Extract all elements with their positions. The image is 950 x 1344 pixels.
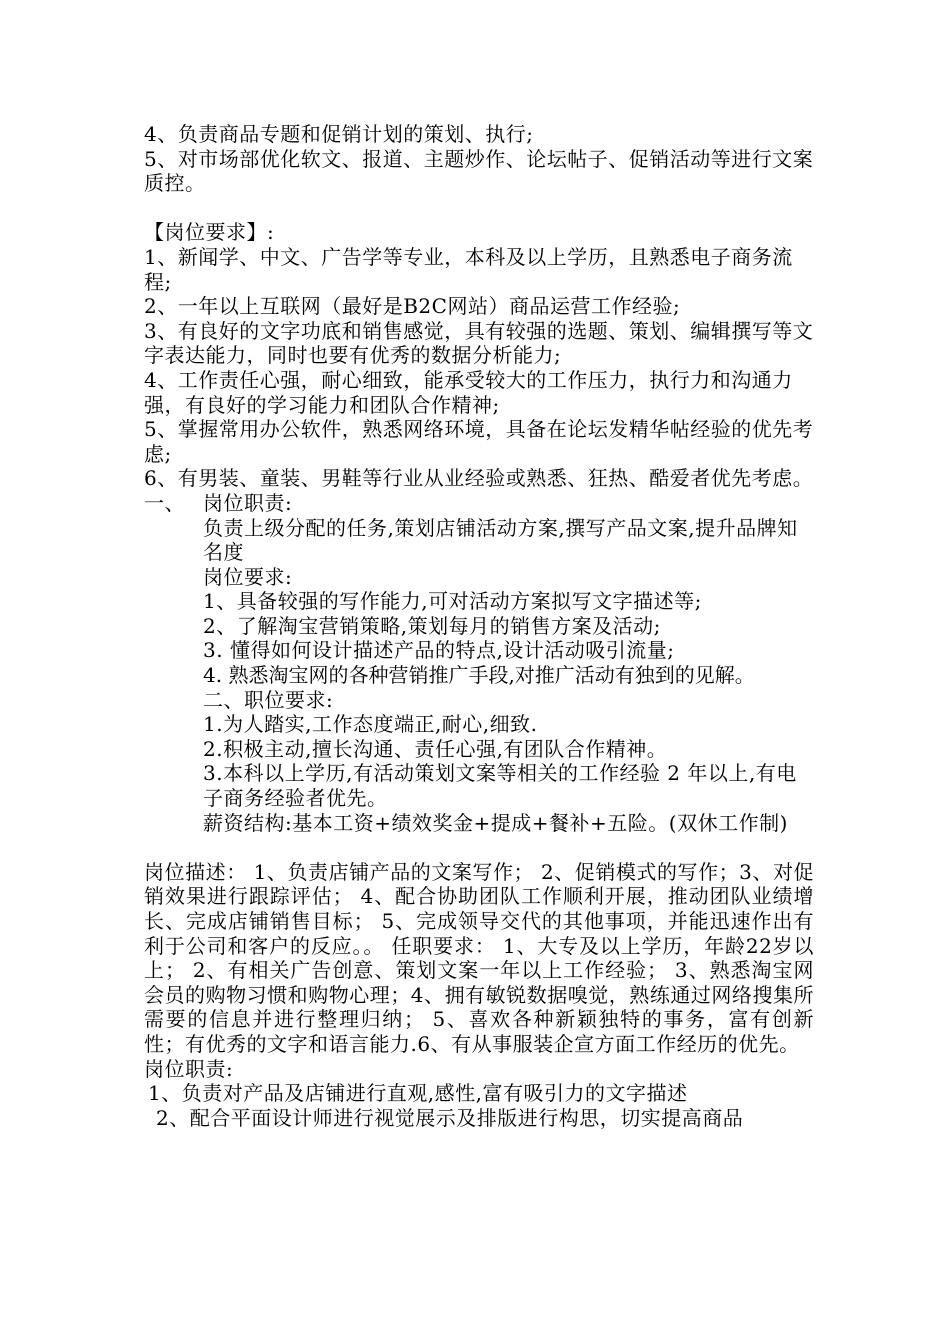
requirement-item-2: 2、一年以上互联网（最好是B2C网站）商品运营工作经验; (144, 294, 681, 319)
requirement-item-6: 6、有男装、童装、男鞋等行业从业经验或熟悉、狂热、酷爱者优先考虑。 (144, 466, 814, 491)
requirements-heading: 【岗位要求】: (144, 220, 275, 245)
section-one-req-heading: 岗位要求: (203, 564, 293, 589)
requirement-item-5: 5、掌握常用办公软件，熟悉网络环境，具备在论坛发精华帖经验的优先考虑; (144, 417, 814, 466)
section-one-req-3: 3. 懂得如何设计描述产品的特点,设计活动吸引流量; (203, 638, 675, 663)
requirement-item-4: 4、工作责任心强，耐心细致，能承受较大的工作压力，执行力和沟通力强，有良好的学习能力和团队合作精神; (144, 367, 793, 417)
document-body (144, 122, 814, 1130)
blank-line (144, 835, 814, 860)
section-two-item-1: 1.为人踏实,工作态度端正,耐心,细致. (203, 712, 538, 737)
section-one-number: 一、 (144, 490, 185, 515)
requirement-item-3: 3、有良好的文字功底和销售感觉，具有较强的选题、策划、编辑撰写等文字表达能力，同时也要有优秀的数据分析能力; (144, 318, 814, 368)
intro-line-5: 5、对市场部优化软文、报道、主题炒作、论坛帖子、促销活动等进行文案质控。 (144, 146, 814, 196)
duty-item-2: 2、配合平面设计师进行视觉展示及排版进行构思，切实提高商品 (156, 1105, 744, 1130)
job-description-paragraph: 岗位描述： 1、负责店铺产品的文案写作； 2、促销模式的写作；3、对促销效果进行跟踪评估； 4、配合协助团队工作顺利开展，推动团队业绩增长、完成店铺销售目标； 5、完成领导交代的其他事项，并能迅速作出有利于公司和客户的反应。。 任职要求： 1、大专及以上学历，年龄22岁以上； 2、有相关广告创意、策划文案一年以上工作经验； 3、熟悉淘宝网会员的购物习惯和购物心理；4、拥有敏锐数据嗅觉，熟练通过网络搜集所需要的信息并进行整理归纳； 5、喜欢各种新颖独特的事务，富有创新性；有优秀的文字和语言能力.6、有从事服装企宣方面工作经历的优先。 (144, 859, 814, 1056)
section-one-summary: 负责上级分配的任务,策划店铺活动方案,撰写产品文案,提升品牌知名度 (203, 515, 798, 565)
requirement-item-1: 1、新闻学、中文、广告学等专业，本科及以上学历，且熟悉电子商务流程; (144, 244, 793, 294)
duties-heading: 岗位职责: (144, 1056, 234, 1081)
section-one-title: 岗位职责: (203, 490, 293, 515)
section-two-item-3: 3.本科以上学历,有活动策划文案等相关的工作经验 2 年以上,有电子商务经验者优先。 (203, 761, 797, 811)
section-one-req-4: 4. 熟悉淘宝网的各种营销推广手段,对推广活动有独到的见解。 (203, 663, 755, 688)
section-one (144, 491, 814, 835)
section-two-heading: 二、职位要求: (203, 687, 334, 712)
blank-line (144, 196, 814, 221)
section-two-item-2: 2.积极主动,擅长沟通、责任心强,有团队合作精神。 (203, 736, 668, 761)
section-one-req-2: 2、了解淘宝营销策略,策划每月的销售方案及活动; (203, 613, 661, 638)
section-one-req-1: 1、具备较强的写作能力,可对活动方案拟写文字描述等; (203, 589, 702, 614)
duty-item-1: 1、负责对产品及店铺进行直观,感性,富有吸引力的文字描述 (148, 1081, 688, 1106)
intro-line-4: 4、负责商品专题和促销计划的策划、执行; (144, 122, 534, 146)
salary-structure: 薪资结构:基本工资+绩效奖金+提成+餐补+五险。(双休工作制) (203, 810, 788, 835)
